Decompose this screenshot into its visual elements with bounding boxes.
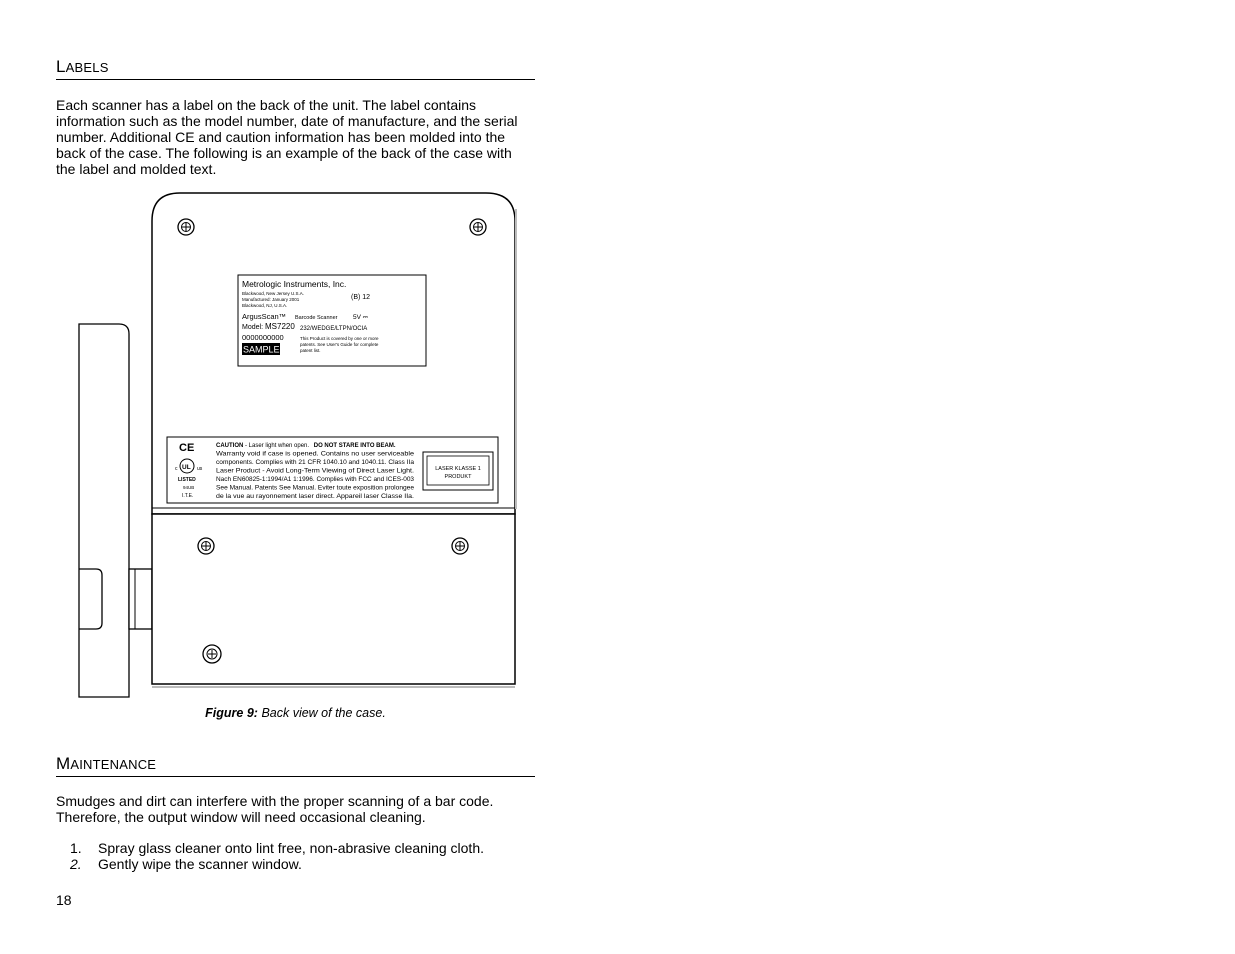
- laser-klasse-line-1: LASER KLASSE 1: [435, 466, 481, 472]
- label-address-2: Blackwood, NJ, U.S.A.: [242, 303, 288, 308]
- label-model: MS7220: [265, 322, 295, 331]
- page-number: 18: [56, 892, 72, 908]
- svg-text:UL: UL: [182, 464, 191, 471]
- svg-text:c: c: [175, 466, 178, 472]
- screw-icon: [178, 219, 194, 235]
- label-company: Metrologic Instruments, Inc.: [242, 279, 347, 289]
- label-patent-2: patents. See User's Guide for complete: [300, 342, 379, 347]
- label-voltage: 5V ⎓: [353, 314, 368, 321]
- label-patent-3: patent list.: [300, 348, 321, 353]
- caution-line-1: CAUTION - Laser light when open. DO NOT STARE INTO BEAM.: [216, 443, 396, 449]
- label-interface: 232/WEDGE/LTPN/OCIA: [300, 326, 368, 332]
- label-sample: SAMPLE: [243, 344, 280, 355]
- svg-text:94UB: 94UB: [183, 485, 195, 490]
- label-address-1: Blackwood, New Jersey U.S.A.: [242, 291, 305, 296]
- caution-line-4: Laser Product - Avoid Long-Term Viewing of Direct Laser Light.: [216, 468, 415, 475]
- labels-paragraph: Each scanner has a label on the back of the unit. The label contains information such as the model number, date of manufacture, and the serial number. Additional CE and caution information has been molded into the back of the case. The following is an example of the back of the case with the label and molded text.: [56, 97, 518, 177]
- cleaning-steps-list: [70, 840, 484, 872]
- caution-panel: [167, 437, 498, 503]
- ul-listed: LISTED: [178, 477, 196, 483]
- label-manufactured: Manufactured: January 2001: [242, 297, 300, 302]
- label-product: ArgusScan™: [242, 312, 287, 321]
- label-serial: 0000000000: [242, 333, 284, 342]
- svg-text:us: us: [197, 466, 203, 472]
- label-code: (B) 12: [351, 294, 371, 301]
- screw-icon: [198, 538, 214, 554]
- label-product-type: Barcode Scanner: [295, 315, 338, 321]
- caution-line-6: See Manual. Patents See Manual. Eviter toute exposition prolongee: [216, 485, 415, 492]
- labels-heading: LABELS: [56, 57, 535, 80]
- svg-text:I.T.E.: I.T.E.: [182, 493, 194, 499]
- scanner-back-drawing: [76, 189, 536, 705]
- caution-line-5: Nach EN60825-1:1994/A1 1:1996. Complies with FCC and ICES-003: [216, 477, 415, 483]
- label-model-label: Model:: [242, 324, 264, 331]
- caution-line-7: de la vue au rayonnement laser direct. Appareil laser Classe IIa.: [216, 494, 415, 500]
- screw-icon: [203, 645, 221, 663]
- screw-icon: [452, 538, 468, 554]
- maintenance-heading: MAINTENANCE: [56, 754, 535, 777]
- ce-mark-icon: CE: [179, 442, 195, 454]
- caution-line-2: Warranty void if case is opened. Contains no user serviceable: [216, 451, 415, 458]
- handle-connector: [129, 569, 152, 629]
- figure-caption: Figure 9: Back view of the case.: [205, 706, 386, 720]
- scanner-back-figure: [76, 189, 536, 705]
- maintenance-paragraph: Smudges and dirt can interfere with the proper scanning of a bar code. Therefore, the output window will need occasional cleaning.: [56, 793, 494, 825]
- laser-klasse-line-2: PRODUKT: [444, 474, 472, 480]
- caution-line-3: components. Complies with 21 CFR 1040.10 and 1040.11. Class IIa: [216, 460, 415, 466]
- screw-icon: [470, 219, 486, 235]
- label-patent-1: This Product is covered by one or more: [300, 336, 379, 341]
- list-item: 1. Spray glass cleaner onto lint free, non-abrasive cleaning cloth.: [70, 840, 484, 856]
- list-item: 2. Gently wipe the scanner window.: [70, 856, 302, 872]
- side-handle: [79, 324, 129, 697]
- product-label: [238, 275, 426, 366]
